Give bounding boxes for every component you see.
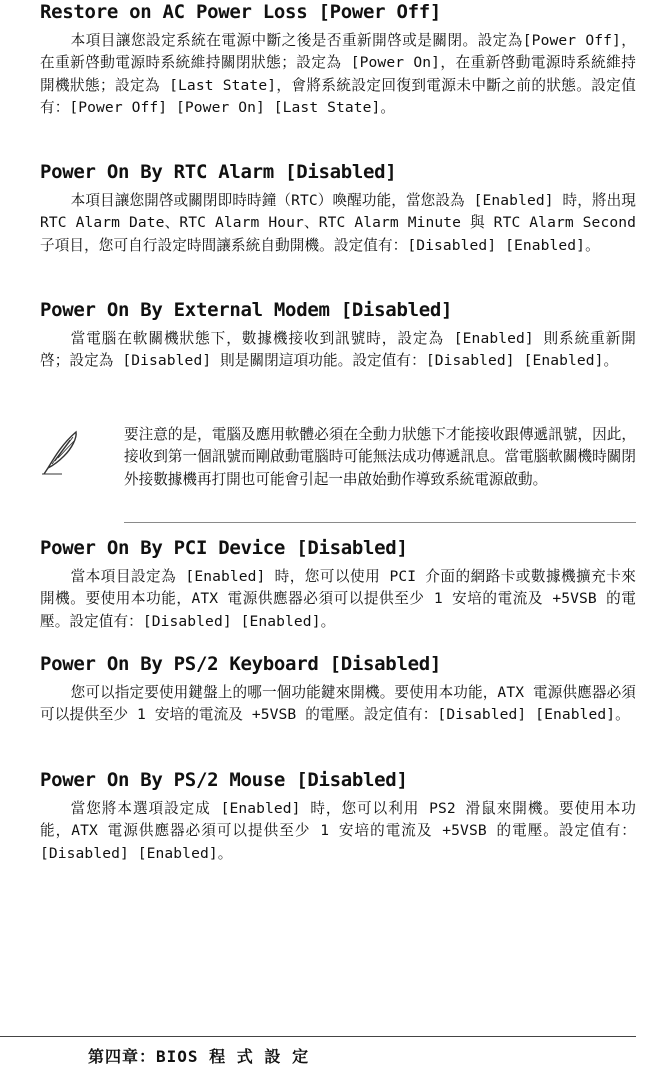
section-heading: Power On By External Modem [Disabled] [40,299,453,321]
section-restore-ac-power-loss [40,0,636,120]
footer-chapter-title: 第四章：BIOS 程 式 設 定 [88,1047,310,1066]
section-heading: Power On By PS/2 Keyboard [Disabled] [40,653,442,675]
section-power-on-pci-device [40,536,636,633]
section-power-on-external-modem [40,298,636,373]
section-body: 您可以指定要使用鍵盤上的哪一個功能鍵來開機。要使用本功能，ATX 電源供應器必須可以提供至少 1 安培的電流及 +5VSB 的電壓。設定值有：[Disabled] [Enabled]。 [40,684,636,724]
footer-divider [0,1036,636,1037]
section-body: 本項目讓您開啓或關閉即時時鐘（RTC）喚醒功能，當您設為 [Enabled] 時，將出現 RTC Alarm Date、RTC Alarm Hour、RTC Alarm Minute 與 RTC Alarm Second 子項目，您可自行設定時間讓系統自動開機。設定值有：[Disabled] [Enabled]。 [40,192,636,254]
section-body: 當本項目設定為 [Enabled] 時，您可以使用 PCI 介面的網路卡或數據機擴充卡來開機。要使用本功能，ATX 電源供應器必須可以提供至少 1 安培的電流及 +5VSB 的電壓。設定值有：[Disabled] [Enabled]。 [40,568,636,630]
section-heading: Power On By RTC Alarm [Disabled] [40,161,397,183]
section-heading: Power On By PS/2 Mouse [Disabled] [40,769,408,791]
section-body: 本項目讓您設定系統在電源中斷之後是否重新開啓或是關閉。設定為[Power Off]，在重新啓動電源時系統維持關閉狀態；設定為 [Power On]，在重新啓動電源時系統維持開機狀態；設定為 [Last State]，會將系統設定回復到電源未中斷之前的狀態。設定值有：[Power Off] [Power On] [Last State]。 [40,32,636,117]
section-power-on-rtc-alarm [40,160,636,257]
section-power-on-ps2-mouse [40,768,636,865]
note-divider [124,522,636,523]
section-power-on-ps2-keyboard [40,652,636,727]
section-body: 當電腦在軟關機狀態下，數據機接收到訊號時，設定為 [Enabled] 則系統重新開啓；設定為 [Disabled] 則是關閉這項功能。設定值有：[Disabled] [Enabled]。 [40,330,636,370]
note-text: 要注意的是，電腦及應用軟體必須在全動力狀態下才能接收跟傳遞訊號，因此，接收到第一個訊號而剛啟動電腦時可能無法成功傳遞訊息。當電腦軟關機時關閉外接數據機再打開也可能會引起一串啟始動作導致系統電源啟動。 [124,426,636,488]
pen-note-icon [40,428,82,476]
section-heading: Power On By PCI Device [Disabled] [40,537,408,559]
section-body: 當您將本選項設定成 [Enabled] 時，您可以利用 PS2 滑鼠來開機。要使用本功能，ATX 電源供應器必須可以提供至少 1 安培的電流及 +5VSB 的電壓。設定值有：[Disabled] [Enabled]。 [40,800,636,862]
section-heading: Restore on AC Power Loss [Power Off] [40,1,442,23]
